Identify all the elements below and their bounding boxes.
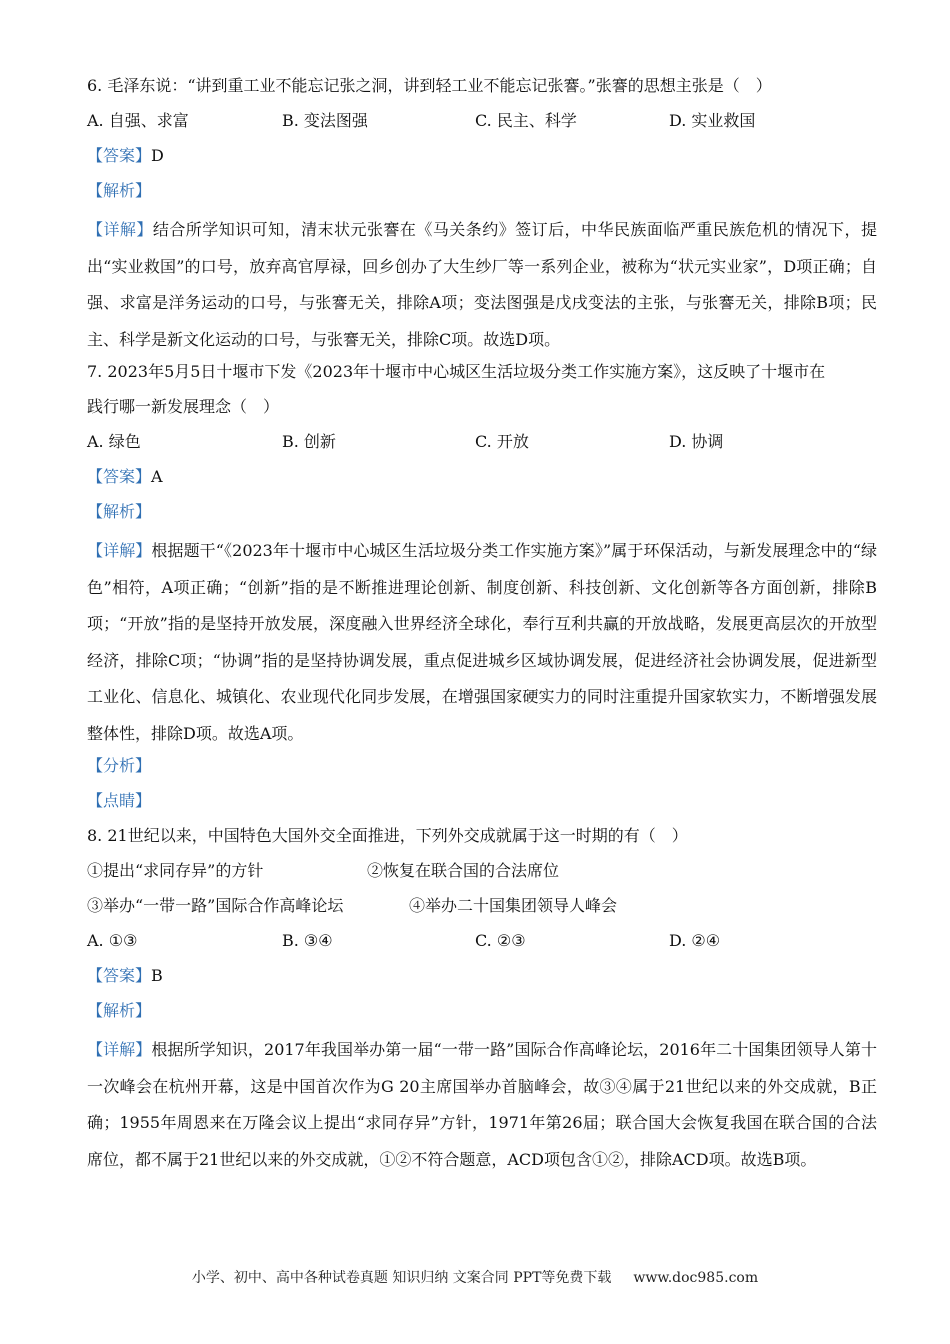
analysis-tag: 【解析】 [87,502,152,521]
q8-items-row1 [87,857,877,892]
q8-option-a: A. ①③ [87,931,138,950]
answer-value: D [151,146,164,165]
q7-stem-line1: 7. 2023年5月5日十堰市下发《2023年十堰市中心城区生活垃圾分类工作实施方案》，这反映了十堰市在 [87,362,826,381]
q7-analysis [87,498,877,533]
q8-item-2: ②恢复在联合国的合法席位 [367,861,560,880]
detail-tag: 【详解】 [87,1040,152,1059]
q7-option-c: C. 开放 [475,432,529,451]
q8-items-row2 [87,892,877,927]
q6-answer [87,142,877,177]
answer-tag: 【答案】 [87,966,152,985]
q8-options [87,927,877,962]
q8-item-4: ④举办二十国集团领导人峰会 [409,896,618,915]
q6-option-c: C. 民主、科学 [475,111,577,130]
q6-option-d: D. 实业救国 [669,111,756,130]
q8-answer [87,962,877,997]
q6-options [87,107,877,142]
detail-tag: 【详解】 [87,220,153,239]
q7-dianjing [87,787,877,822]
dianjing-tag: 【点睛】 [87,791,152,810]
answer-tag: 【答案】 [87,467,152,486]
q6-option-a: A. 自强、求富 [87,111,189,130]
footer-text: 小学、初中、高中各种试卷真题 知识归纳 文案合同 PPT等免费下载 [191,1270,612,1286]
detail-text: 根据所学知识，2017年我国举办第一届“一带一路”国际合作高峰论坛，2016年二十国集团领导人第十一次峰会在杭州开幕，这是中国首次作为G 20主席国举办首脑峰会，故③④属于21世纪以来的外交成就，B正确；1955年周恩来在万隆会议上提出“求同存异”方针，1971年第26届；联合国大会恢复我国在联合国的合法席位，都不属于21世纪以来的外交成就，①②不符合题意，ACD项包含①②，排除ACD项。故选B项。 [87,1040,877,1169]
q6-stem: 6. 毛泽东说：“讲到重工业不能忘记张之洞，讲到轻工业不能忘记张謇。”张謇的思想主张是（ ） [87,76,772,95]
q7-answer [87,463,877,498]
detail-tag: 【详解】 [87,541,152,560]
q8-item-1: ①提出“求同存异”的方针 [87,861,264,880]
q6-option-b: B. 变法图强 [282,111,368,130]
q8-item-3: ③举办“一带一路”国际合作高峰论坛 [87,896,344,915]
q8-option-c: C. ②③ [475,931,526,950]
q8-option-d: D. ②④ [669,931,721,950]
q8-detail [87,1032,877,1178]
q7-option-d: D. 协调 [669,432,724,451]
q7-detail [87,533,877,752]
q6-detail [87,212,877,358]
document-page [87,72,877,1178]
q7-fenxi [87,752,877,787]
q7-options [87,428,877,463]
detail-text: 结合所学知识可知，清末状元张謇在《马关条约》签订后，中华民族面临严重民族危机的情况下，提出“实业救国”的口号，放弃高官厚禄，回乡创办了大生纱厂等一系列企业，被称为“状元实业家”，D项正确；自强、求富是洋务运动的口号，与张謇无关，排除A项；变法图强是戊戌变法的主张，与张謇无关，排除B项；民主、科学是新文化运动的口号，与张謇无关，排除C项。故选D项。 [87,220,877,349]
q8-option-b: B. ③④ [282,931,333,950]
footer-link[interactable]: www.doc985.com [633,1270,759,1286]
q8-analysis [87,997,877,1032]
fenxi-tag: 【分析】 [87,756,152,775]
q7-option-b: B. 创新 [282,432,336,451]
answer-value: B [151,966,163,985]
page-footer [0,1267,950,1287]
analysis-tag: 【解析】 [87,1001,152,1020]
q8-stem: 8. 21世纪以来，中国特色大国外交全面推进，下列外交成就属于这一时期的有（ ） [87,826,688,845]
q6-analysis [87,177,877,212]
answer-value: A [151,467,163,486]
q7-option-a: A. 绿色 [87,432,141,451]
detail-text: 根据题干“《2023年十堰市中心城区生活垃圾分类工作实施方案》”属于环保活动，与新发展理念中的“绿色”相符，A项正确；“创新”指的是不断推进理论创新、制度创新、科技创新、文化创新等各方面创新，排除B项；“开放”指的是坚持开放发展，深度融入世界经济全球化，奉行互利共赢的开放战略，发展更高层次的开放型经济，排除C项；“协调”指的是坚持协调发展，重点促进城乡区域协调发展，促进经济社会协调发展，促进新型工业化、信息化、城镇化、农业现代化同步发展，在增强国家硬实力的同时注重提升国家软实力，不断增强发展整体性，排除D项。故选A项。 [87,541,877,743]
answer-tag: 【答案】 [87,146,152,165]
analysis-tag: 【解析】 [87,181,152,200]
q7-stem-line2: 践行哪一新发展理念（ ） [87,397,280,416]
